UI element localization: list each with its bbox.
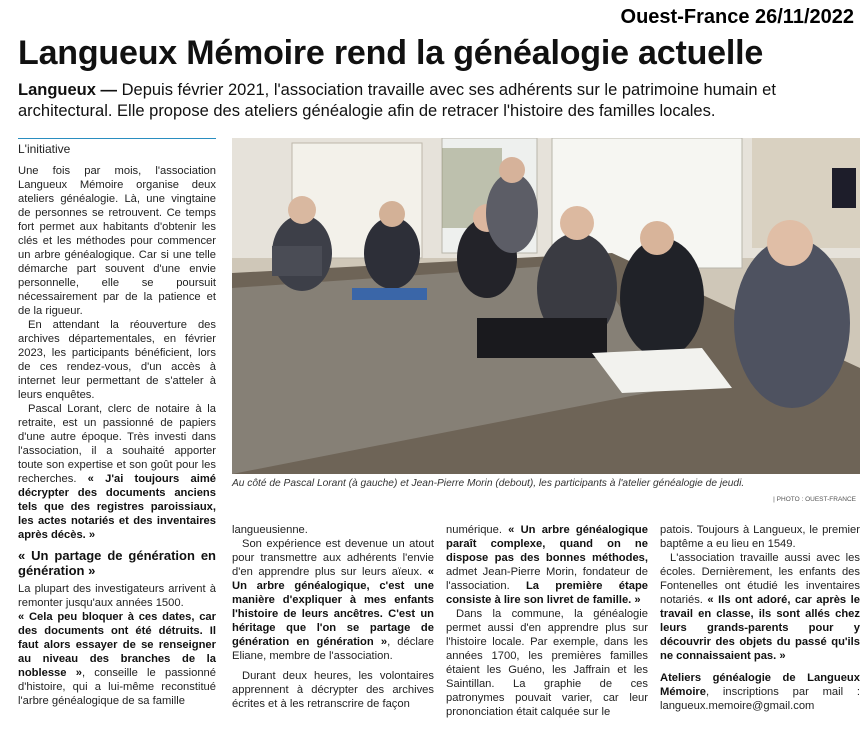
article-column-2 — [232, 523, 434, 711]
paragraph-text: Pascal Lorant, clerc de notaire à la retraite, est un passionné de papiers d'une autre époque. Très investi dans l'association, il a souhaité apporter toute son expertise et son goût pour les recherches. — [18, 403, 216, 485]
event-info: Ateliers généalogie de Langueux Mémoire — [660, 672, 860, 698]
quote: « Un arbre généalogique paraît complexe, quand on ne dispose pas des bonnes méthodes, — [446, 524, 648, 564]
paragraph-text: numérique. — [446, 524, 509, 536]
photo-illustration — [232, 138, 860, 474]
section-subheading: « Un partage de génération en génération » — [18, 548, 216, 578]
rubric-label: L'initiative — [18, 138, 216, 156]
paragraph — [660, 671, 860, 713]
quote: « Cela peu bloquer à ces dates, car des documents ont été détruits. Il faut alors essayer de se renseigner au niveau des branches de la noblesse » — [18, 611, 216, 679]
quote: La première étape consiste à lire son livret de famille. » — [446, 580, 648, 606]
paragraph: En attendant la réouverture des archives départementales, en février 2023, les participants bénéficient, lors de ces rendez-vous, d'un accès à internet leur permettant de s'atteler à leurs enquêtes. — [18, 319, 216, 401]
paragraph — [18, 610, 216, 708]
article-column-1 — [18, 164, 216, 708]
paragraph — [660, 551, 860, 663]
paragraph: Durant deux heures, les volontaires apprennent à décrypter des archives écrites et à les retranscrire de façon — [232, 670, 434, 710]
quote: « Ils ont adoré, car après le travail en classe, ils sont allés chez leurs grands-parents pour y découvrir des objets du passé qu'ils ne connaissaient pas. » — [660, 594, 860, 662]
paragraph: La plupart des investigateurs arrivent à remonter jusqu'aux années 1500. — [18, 583, 216, 609]
article-lead — [18, 80, 858, 122]
article-column-4 — [660, 523, 860, 713]
lead-text: Depuis février 2021, l'association travaille avec ses adhérents sur le patrimoine humain et architectural. Elle propose des ateliers généalogie afin de retracer l'histoire des familles locales. — [18, 81, 776, 120]
paragraph — [232, 537, 434, 663]
photo-credit: | PHOTO : OUEST-FRANCE — [773, 496, 856, 503]
paragraph-text: L'association travaille aussi avec les écoles. Dernièrement, les enfants des Fontenelles ont étudié les inventaires notariés. — [660, 552, 860, 606]
paragraph: Dans la commune, la généalogie permet aussi d'en apprendre plus sur l'histoire locale. Par exemple, dans les années 1700, les premières familles étaient les Guéno, les Jaffrain et les Saintillan. La graphie de ces patronymes pouvait varier, car leur prononciation était calquée sur le — [446, 608, 648, 718]
article-photo — [232, 138, 860, 474]
paragraph-text: , conseille le passionné d'histoire, qui a lui-même reconstitué l'arbre généalogique de sa famille — [18, 667, 216, 707]
article-column-3 — [446, 523, 648, 719]
paragraph — [18, 402, 216, 542]
paragraph-text: Son expérience est devenue un atout pour transmettre aux adhérents l'envie d'en apprendre plus sur leurs aïeux. — [232, 538, 434, 578]
quote: « J'ai toujours aimé décrypter des documents anciens tels que des registres paroissiaux, les actes notariés et des inventaires après décès. » — [18, 473, 216, 541]
contact-info: , inscriptions par mail : langueux.memoire@gmail.com — [660, 686, 860, 712]
paragraph: Une fois par mois, l'association Langueux Mémoire organise deux ateliers généalogie. Là, une vingtaine de personnes se retrouvent. Ce temps fort permet aux habitants d'obtenir les clés et les méthodes pour commencer un arbre généalogique. Car si une telle démarche part souvent d'une envie personnelle, elle se poursuit nécessairement par de la patience et de la rigueur. — [18, 165, 216, 317]
newspaper-source-date: Ouest-France 26/11/2022 — [620, 6, 854, 28]
paragraph — [446, 523, 648, 607]
photo-caption: Au côté de Pascal Lorant (à gauche) et Jean-Pierre Morin (debout), les participants à l'atelier généalogie de jeudi. — [232, 478, 745, 489]
quote: « Un arbre généalogique, c'est une manière d'expliquer à mes enfants l'histoire de leurs ancêtres. C'est un héritage que l'on se partage de génération en génération » — [232, 566, 434, 648]
paragraph-text: , déclare Eliane, membre de l'association. — [232, 636, 434, 662]
paragraph-text: admet Jean-Pierre Morin, fondateur de l'association. — [446, 566, 648, 592]
lead-location: Langueux — — [18, 81, 118, 99]
paragraph: langueusienne. — [232, 524, 308, 536]
article-headline: Langueux Mémoire rend la généalogie actuelle — [18, 34, 764, 72]
paragraph: patois. Toujours à Langueux, le premier baptême a eu lieu en 1549. — [660, 524, 860, 550]
